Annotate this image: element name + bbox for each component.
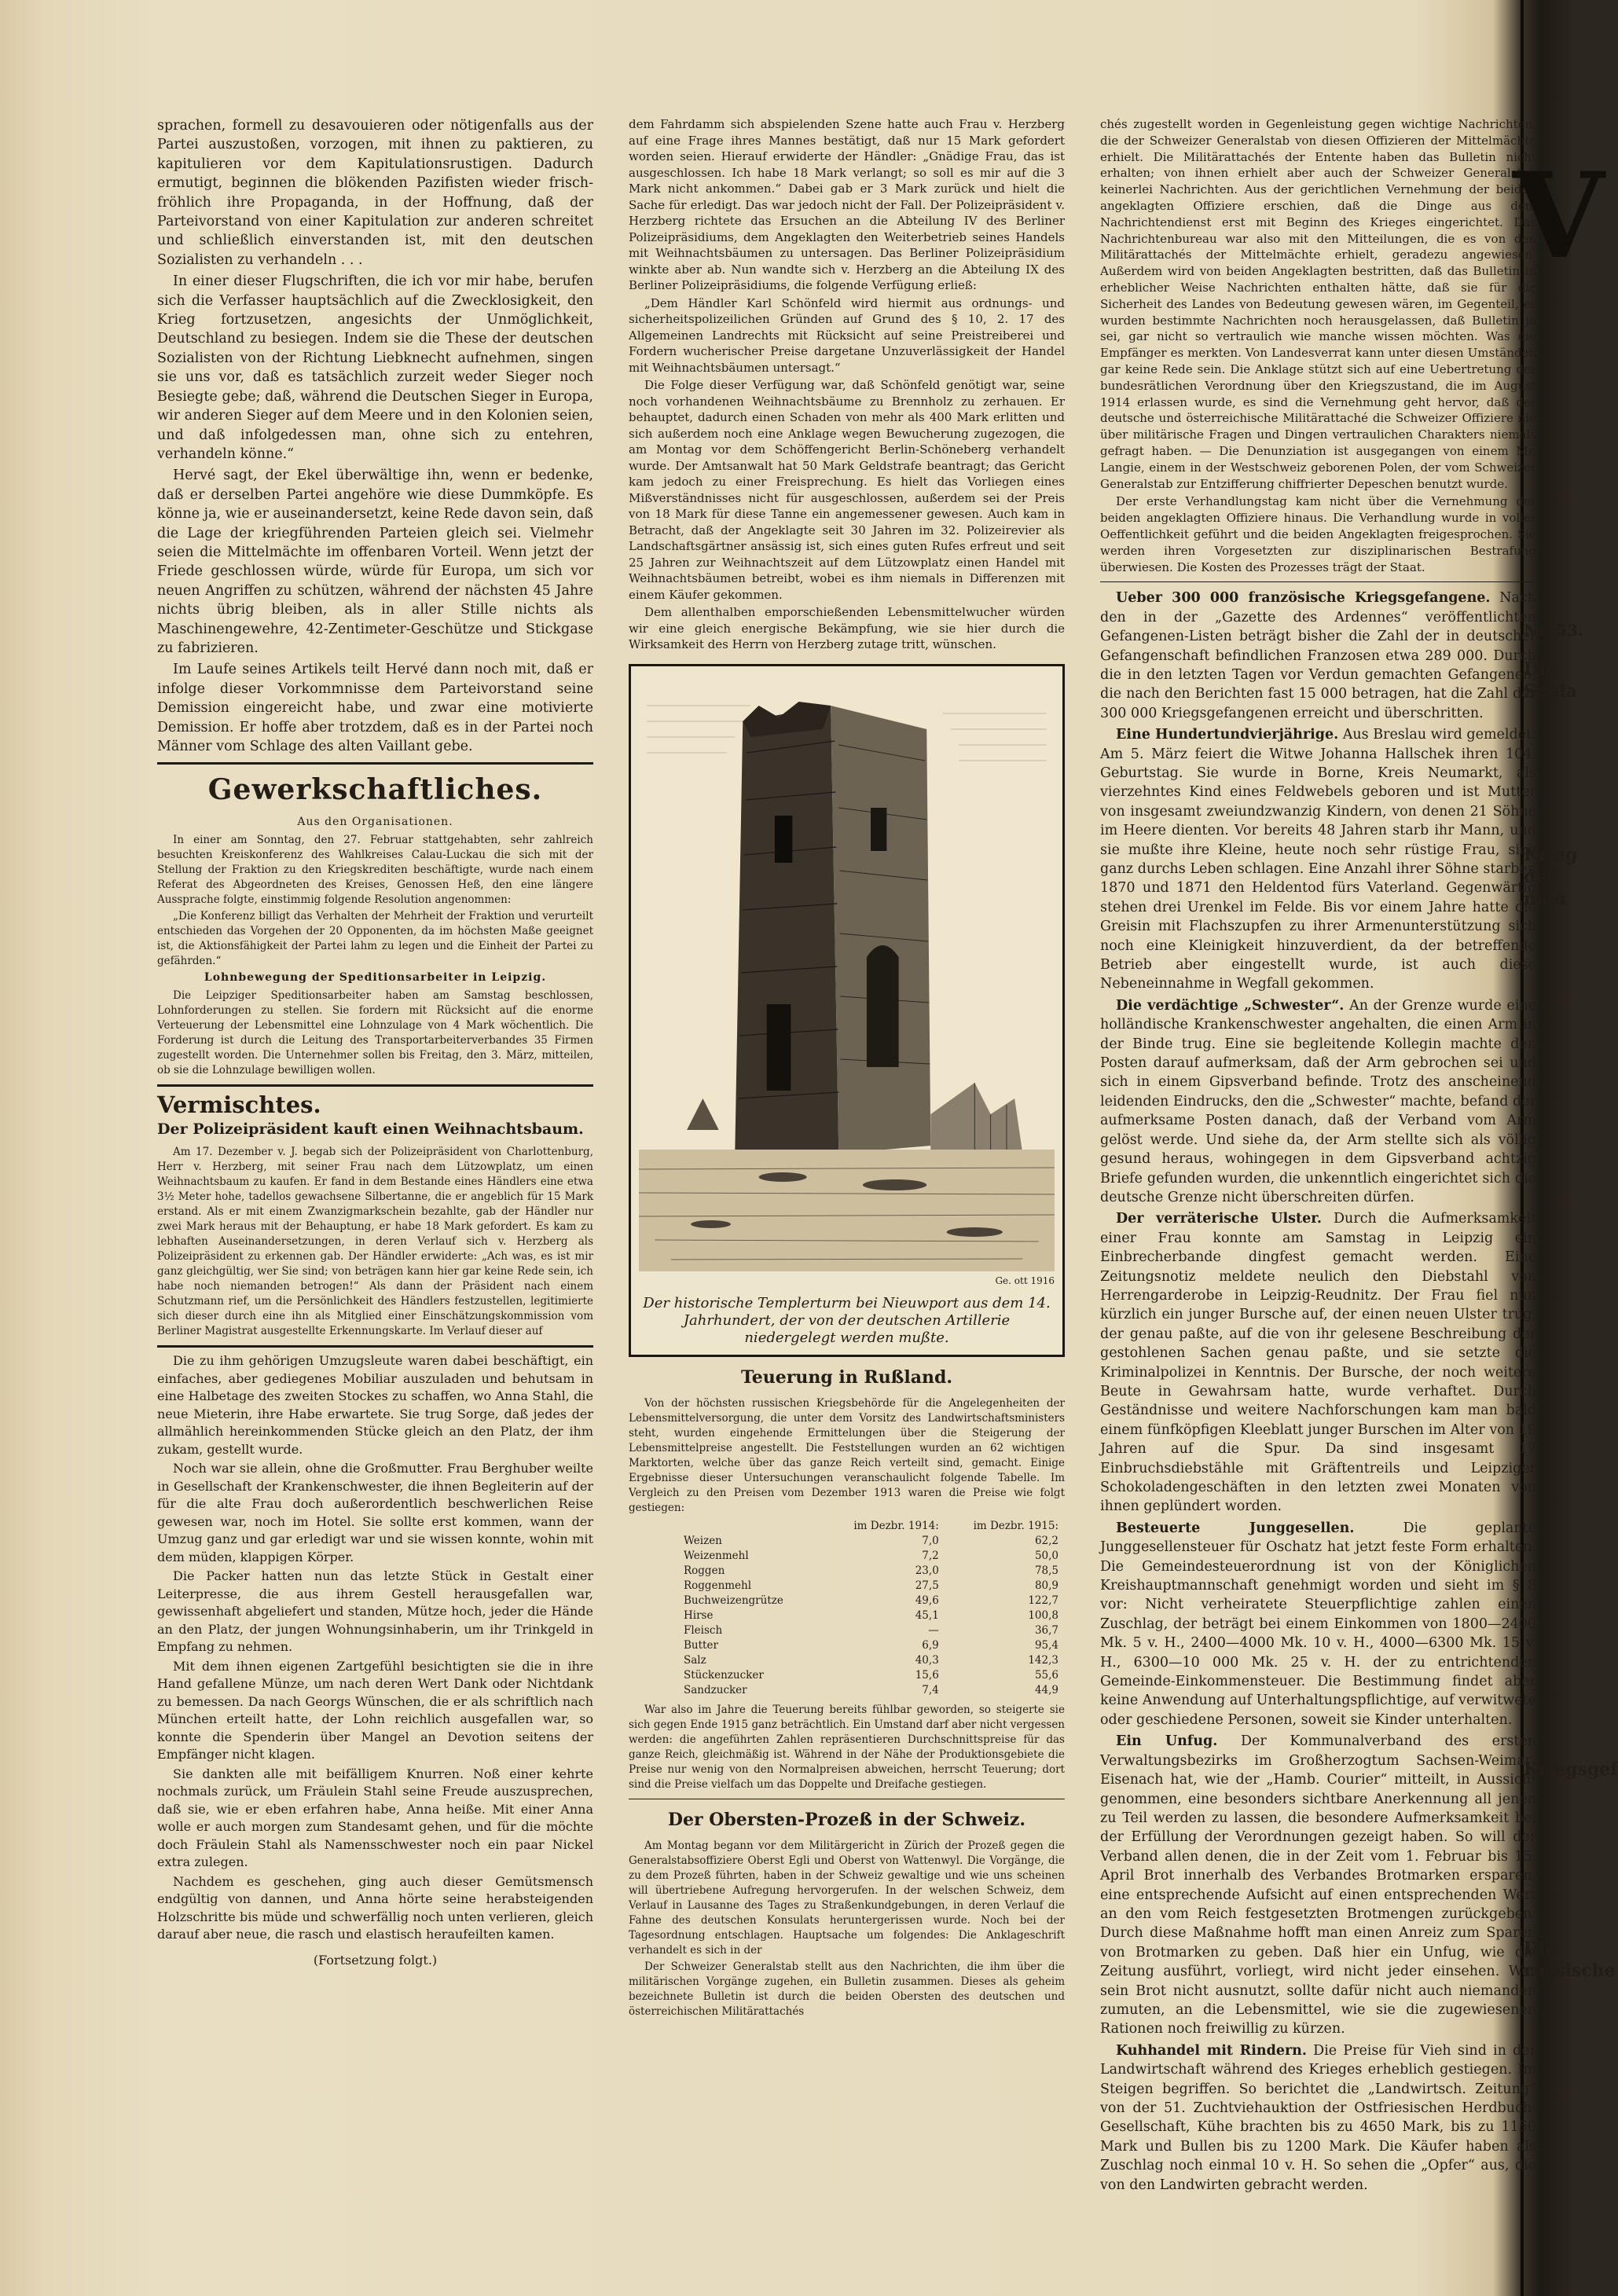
- article-paragraph: Am 17. Dezember v. J. begab sich der Polizeipräsident von Charlottenburg, Herr v. Herzberg, mit seiner Frau nach dem Lützowplatz, um einen Weihnachtsbaum zu kaufen. Er fand in dem Bestande eines Händlers eine etwa 3½ Meter hohe, tadellos gewachsene Silbertanne, die er angeblich für 15 Mark erstand. Als er mit einem Zwanzigmarkschein bezahlte, gab der Händler nur zwei Mark heraus mit der Behauptung, er habe 18 Mark gefordert. Es kam zu lebhaften Auseinandersetzungen, in deren Verlauf sich v. Herzberg als Polizeipräsident zu erkennen gab. Der Händler erwiderte: „Ach was, es ist mir ganz gleichgültig, wer Sie sind; von beträgen kann hier gar keine Rede sein, ich habe noch niemanden betrogen!“ Als dann der Präsident nach einem Schutzmann rief, um die Persönlichkeit des Händlers festzustellen, legitimierte sich dieser durch eine ihn als Mitglied einer Einschätzungskommission vom Berliner Magistrat ausgestellte Erkennungskarte. Im Verlauf dieser auf: [157, 1146, 593, 1338]
- price-table-cell: 142,3: [1028, 1653, 1058, 1667]
- article-paragraph: In einer am Sonntag, den 27. Februar stattgehabten, sehr zahlreich besuchten Kreiskonferenz des Wahlkreises Calau-Luckau die sich mit der Stellung der Fraktion zu den Kriegskrediten beschäftigte, wurde nach einem Referat des Abgeordneten des Kreises, Genossen Heß, den eine längere Aussprache folgte, einstimmig folgende Resolution angenommen:: [157, 834, 593, 907]
- article-paragraph: War also im Jahre die Teuerung bereits fühlbar geworden, so steigerte sie sich gegen Ende 1915 ganz beträchtlich. Ein Umstand darf aber nicht vergessen werden: die angeführten Zahlen repräsentieren Durchschnittspreise für das ganze Reich, gleichmäßig ist. Während in der Nähe der Produktionsgebiete die Preise nur wenig von den Normalpreisen abweichen, herrscht Teuerung; dort sind die Preise vielfach um das Doppelte und Dreifache gestiegen.: [629, 1703, 1065, 1791]
- price-table-cell: 36,7: [1034, 1623, 1058, 1637]
- price-table-row: [629, 1683, 1065, 1698]
- price-table-header-cell: im Dezbr. 1915:: [973, 1519, 1058, 1532]
- novel-paragraph: Die zu ihm gehörigen Umzugsleute waren dabei beschäftigt, ein einfaches, aber gediegenes Mobiliar auszuladen und behutsam in eine Halbetage des zweiten Stockes zu schaffen, wo Anna Stahl, die neue Mieterin, ihre Habe erwartete. Sie trug Sorge, daß jedes der allmählich hereinkommenden Stücke gleich an den Platz, der ihm zukam, gestellt wurde.: [157, 1353, 593, 1457]
- article-headline: Teuerung in Rußland.: [740, 1366, 953, 1388]
- section-divider: [157, 762, 593, 765]
- news-item-text: An der Grenze wurde eine holländische Krankenschwester angehalten, die einen Arm in der Binde trug. Eine sie begleitende Kollegin machte den Posten darauf aufmerksam, daß der Arm gebrochen sei und sich in einem Gipsverband befinde. Trotz des anscheinend leidenden Eindrucks, den die „Schwester“ machte, befand der aufmerksame Posten danach, daß der Verband vom Arm gelöst werde. Und siehe da, der Arm stellte sich als völlig gesund heraus, wohingegen in dem Gipsverband achtzig Briefe gefunden wurden, die unkenntlich eingerichtet sich die deutsche Grenze nicht überschreiten dürfen.: [1100, 997, 1537, 1205]
- price-table-cell: Weizenmehl: [684, 1549, 749, 1562]
- column-2: [629, 116, 1065, 2021]
- price-table-row: [629, 1594, 1065, 1608]
- price-table-cell: Roggenmehl: [684, 1579, 752, 1592]
- news-item: [1100, 1519, 1536, 1729]
- news-item-text: Durch die Aufmerksamkeit einer Frau konnte am Samstag in Leipzig ein Einbrecherbande dingfest gemacht werden. Eine Zeitungsnotiz meldete neulich den Diebstahl von Herrengarderobe in Leipzig-Reudnitz. Der Frau fiel nun kürzlich ein junger Bursche auf, der einen neuen Ulster trug, der genau paßte, auf die von ihr gelesene Beschreibung der gestohlenen Sachen genau paßte, und sie setzte die Kriminalpolizei in Kenntnis. Der Bursche, der noch weitere Beute in Gewahrsam hatte, wurde verhaftet. Durch Geständnisse und weitere Nachforschungen kam man bald einem fünfköpfigen Kleeblatt junger Burschen im Alter von 19 Jahren auf die Spur. Da sind insgesamt 17 Einbruchsdiebstähle mit Gräftentreils und Leipziger Schokoladengeschäften in den letzten zwei Monaten von ihnen geplündert worden.: [1100, 1211, 1536, 1515]
- price-table-cell: Stückenzucker: [684, 1668, 764, 1682]
- price-table-header-cell: [629, 1519, 826, 1534]
- article-paragraph: Am Montag begann vor dem Militärgericht in Zürich der Prozeß gegen die Generalstabsoffiziere Oberst Egli und Oberst von Wattenwyl. Die Vorgänge, die zu dem Prozeß führten, haben in der Schweiz gewaltige und wie uns scheinen will übertriebene Aufregung hervorgerufen. In der welschen Schweiz, dem Verlauf in Lausanne des Tages zu Straßenkundgebungen, in deren Verlauf die Fahne des deutschen Konsulats heruntergerissen wurde. Noch bei der Tagesordnung entschlagen. Hauptsache um folgendes: Die Anklageschrift verhandelt es sich in der: [629, 1839, 1065, 1957]
- section-heading-vermischtes: Vermischtes.: [157, 1091, 321, 1119]
- price-table-header-cell: im Dezbr. 1914:: [853, 1519, 939, 1532]
- news-item-headline: Ein Unfug.: [1116, 1733, 1218, 1750]
- price-table-cell: Fleisch: [684, 1623, 723, 1637]
- price-table-cell: 100,8: [1028, 1608, 1058, 1622]
- article-paragraph: „Die Konferenz billigt das Verhalten der Mehrheit der Fraktion und verurteilt entschieden das Vorgehen der 20 Opponenten, da im höchsten Maße geeignet ist, die Aktionsfähigkeit der Partei lahm zu legen und die Einheit der Partei zu gefährden.“: [157, 910, 593, 968]
- price-table-cell: 95,4: [1034, 1638, 1058, 1652]
- price-table-cell: Hirse: [684, 1608, 714, 1622]
- article-paragraph: chés zugestellt worden in Gegenleistung gegen wichtige Nachrichten, die der Schweizer Generalstab von diesen Offizieren der Mittelmächte erhielt. Die Militärattachés der Entente haben das Bulletin nicht erhalten; von ihnen erhielt aber auch der Schweizer Generalstab keinerlei Nachrichten. Aus der gerichtlichen Vernehmung der beiden angeklagten Offiziere erschien, daß die Dinge aus dem Nachrichtendienst erst mit Beginn des Krieges eingerichtet. Das Nachrichtenbureau war also mit den Mitteilungen, die es von den Militärattachés der Mittelmächte erhielt, geradezu angewiesen. Außerdem wird von beiden Angeklagten bestritten, daß das Bulletin in erheblicher Weise Nachrichten enthalten hätte, daß sie für die Sicherheit des Landes von Bedeutung gewesen wären, im Gegenteil, es wurden bestimmte Nachrichten noch herausgelassen, daß Bulletin ja sei, gar nicht so vertraulich wie manche wissen möchten. Was die Empfänger es merkten. Von Landesverrat kann unter diesen Umständen gar keine Rede sein. Die Anklage stützt sich auf eine Uebertretung der bundesrätlichen Verordnung über den Kriegszustand, die im August 1914 erlassen wurde, es sind die Vernehmung geht hervor, daß der deutsche und österreichische Militärattaché die Schweizer Offiziere nie über militärische Fragen und Dingen vertraulichen Charakters niemals gefragt haben. — Die Denunziation ist ausgegangen von einem Mr. Langie, einem in der Westschweiz geborenen Polen, der vom Schweizer Generalstab zur Entzifferung chiffrierter Depeschen benutzt wurde.: [1100, 117, 1536, 491]
- price-table-row: [629, 1579, 1065, 1594]
- price-table-cell: 55,6: [1034, 1668, 1058, 1682]
- price-table-cell: —: [928, 1623, 939, 1637]
- section-divider: [157, 1084, 593, 1087]
- section-divider: [1100, 581, 1536, 582]
- article-paragraph: Im Laufe seines Artikels teilt Hervé dann noch mit, daß er infolge dieser Vorkommnisse dem Parteivorstand seine Demission eingereicht habe, und zwar eine motivierte Demission. Er hoffe aber trotzdem, daß es in der Partei noch Männer vom Schlage des alten Vaillant gebe.: [157, 662, 593, 754]
- section-divider: [157, 1345, 593, 1348]
- price-table-cell: 50,0: [1034, 1549, 1058, 1562]
- price-table-cell: 6,9: [922, 1638, 939, 1652]
- price-table-cell: 62,2: [1034, 1534, 1058, 1547]
- article-paragraph: In einer dieser Flugschriften, die ich vor mir habe, berufen sich die Verfasser hauptsächlich auf die Zwecklosigkeit, den Krieg fortzusetzen, angesichts der Unmöglichkeit, Deutschland zu besiegen. Indem sie die These der deutschen Sozialisten von der Richtung Liebknecht aufnehmen, singen sie uns vor, daß es tatsächlich zurzeit weder Sieger noch Besiegte gebe; daß, während die Deutschen Sieger in Europa, wir anderen Sieger auf dem Meere und in den Kolonien seien, und daß infolgedessen man, ohne sich zu entehren, verhandeln könne.“: [157, 273, 593, 462]
- obersten-section: [629, 1839, 1065, 2019]
- price-table-cell: 49,6: [915, 1594, 939, 1607]
- news-item: [1100, 996, 1536, 1207]
- news-item-text: Die Preise für Vieh sind in der Landwirtschaft während des Krieges erheblich gestiegen. Im Steigen begriffen. So berichtet die „Landwirtsch. Zeitung“ von der 51. Zuchtviehauktion der Ostfriesischen Herdbuch-Gesellschaft, Kühe brachten bis zu 4650 Mark, bis zu 1150 Mark und Bullen bis zu 1200 Mark. Die Käufer haben als Zuschlag noch einmal 10 v. H. So sehen die „Opfer“ aus, die von den Landwirten gebracht werden.: [1100, 2042, 1536, 2193]
- kriegsgefangene-article: [1100, 589, 1536, 723]
- news-item-headline: Kuhhandel mit Rindern.: [1116, 2042, 1308, 2059]
- news-item-text: Aus Breslau wird gemeldet: Am 5. März feiert die Witwe Johanna Hallschek ihren 104. Geburtstag. Sie wurde in Borne, Kreis Neumarkt, als vierzehntes Kind eines Feldwebels geboren und ist Mutter von insgesamt zweiundzwanzig Kindern, von denen 21 Söhne im Heere dienten. Vor bereits 48 Jahren starb ihr Mann, und sie mußte ihre Kleine, heute noch sehr rüstige Frau, sich ganz durchs Leben schlagen. Eine Anzahl ihrer Söhne starben 1870 und 1871 den Heldentod fürs Vaterland. Gegenwärtig stehen drei Urenkel im Felde. Bis vor einem Jahre hatte die Greisin mit Flachszupfen zu ihrer Armenunterstützung sich noch eine Kleinigkeit hinzuverdient, da der betreffende Betrieb aber eingestellt wurde, ist auch diese Nebeneinnahme in Wegfall gekommen.: [1100, 727, 1536, 992]
- price-table-cell: 7,2: [922, 1549, 939, 1562]
- vermischtes-section: [157, 1145, 593, 1339]
- figure-caption: Der historische Templerturm bei Nieuwport aus dem 14. Jahrhundert, der von der deutschen Artillerie niedergelegt werden mußte.: [643, 1294, 1051, 1346]
- price-table-cell: 27,5: [915, 1579, 939, 1592]
- subheading: Lohnbewegung der Speditionsarbeiter in Leipzig.: [204, 971, 547, 985]
- news-items-list: [1100, 725, 1536, 2195]
- price-table-row: [629, 1653, 1065, 1668]
- price-table-header: [629, 1519, 1065, 1534]
- artist-signature: Ge. ott 1916: [995, 1275, 1055, 1286]
- price-table-row: [629, 1623, 1065, 1638]
- price-table-cell: Weizen: [684, 1534, 722, 1547]
- article-paragraph: Die Folge dieser Verfügung war, daß Schönfeld genötigt war, seine noch vorhandenen Weihnachtsbäume zu Brennholz zu zerhauen. Er behauptet, dadurch einen Schaden von mehr als 400 Mark erlitten und sich außerdem noch eine Anklage wegen Bewucherung zugezogen, die am Montag vor dem Schöffengericht Berlin-Schöneberg verhandelt wurde. Der Amtsanwalt hat 50 Mark Geldstrafe beantragt; das Gericht kam jedoch zu einer Freisprechung. Es hielt das Vorliegen eines Mißverständnisses nicht für ausgeschlossen, außerdem sei der Preis von 18 Mark für diese Tanne ein angemessener gewesen. Auch kam in Betracht, daß der Angeklagte seit 30 Jahren im 32. Polizeirevier als Landschaftsgärtner ansässig ist, sich eines guten Rufes erfreut und seit 25 Jahren zur Weihnachtszeit auf dem Lützowplatz einen Handel mit Weihnachtsbäumen betreibt, wobei es ihm niemals in Differenzen mit einem Käufer gekommen.: [629, 378, 1065, 602]
- obersten-continued: [1100, 116, 1536, 575]
- news-item: [1100, 725, 1536, 994]
- column-3: [1100, 116, 1536, 2197]
- strip-headline: Kriegsgef: [1524, 1759, 1618, 1780]
- section-heading-gewerkschaftliches: Gewerkschaftliches.: [207, 773, 543, 807]
- news-item-headline: Die verdächtige „Schwester“.: [1116, 997, 1345, 1014]
- serial-novel: [157, 1352, 593, 1969]
- price-table-cell: Sandzucker: [684, 1683, 747, 1696]
- price-table: [629, 1519, 1065, 1698]
- article-paragraph: Dem allenthalben emporschießenden Lebensmittelwucher würden wir eine gleich energische Bekämpfung, wie sie hier durch die Wirksamkeit des Herrn von Herzberg zutage tritt, wünschen.: [629, 605, 1065, 651]
- article-text: Nach den in der „Gazette des Ardennes“ veröffentlichten Gefangenen-Listen beträgt bisher die Zahl der in deutscher Gefangenschaft befindlichen Franzosen etwa 289 000. Durch die in den letzten Tagen vor Verdun gemachten Gefangenen, die nach den Berichten fast 15 000 betragen, hat die Zahl der 300 000 Kriegsgefangenen erreicht und überschritten.: [1100, 590, 1536, 721]
- article-paragraph: Von der höchsten russischen Kriegsbehörde für die Angelegenheiten der Lebensmittelversorgung, die unter dem Vorsitz des Landwirtschaftsministers steht, wurden eingehende Ermittelungen über die Steigerung der Lebensmittelpreise angestellt. Die Feststellungen wurden an 62 wichtigen Marktorten, welche über das ganze Reich verteilt sind, gemacht. Einige Ergebnisse dieser Untersuchungen veranschaulicht folgende Tabelle. Im Vergleich zu den Preisen vom Dezember 1913 waren die Preise wie folgt gestiegen:: [629, 1396, 1065, 1514]
- article-headline: Der Polizeipräsident kauft einen Weihnachtsbaum.: [157, 1120, 584, 1139]
- price-table-row: [629, 1534, 1065, 1549]
- newspaper-page: [118, 55, 1618, 2279]
- news-item-text: Die geplante Junggesellensteuer für Oschatz hat jetzt feste Form erhalten. Die Gemeindesteuerordnung ist von der Königlichen Kreishauptmannschaft genehmigt worden und sieht im § 8 vor: Nicht verheiratete Steuerpflichtige zahlen einen Zuschlag, der beträgt bei einem Einkommen von 1800—2400 Mk. 5 v. H., 2400—4000 Mk. 10 v. H., 4000—6300 Mk. 15 v. H., 6300—10 000 Mk. 25 v. H. der zu entrichtenden Gemeinde-Einkommensteuer. Die Bestimmung findet aber keine Anwendung auf Unterhaltungspflichtige, auf verwitwete oder geschiedene Personen, soweit sie Kinder unterhalten.: [1100, 1520, 1537, 1728]
- article-headline: Der Obersten-Prozeß in der Schweiz.: [667, 1809, 1026, 1830]
- price-table-cell: 80,9: [1034, 1579, 1058, 1592]
- novel-paragraph: Noch war sie allein, ohne die Großmutter. Frau Berghuber weilte in Gesellschaft der Krankenschwester, die ihnen Begleiterin auf der für die alte Frau doch außerordentlich beschwerlichen Reise gewesen war, noch im Hotel. Sie sollte erst kommen, wann der Umzug ganz und gar erledigt war und sie wissen konnte, wohin mit dem müden, klappigen Körper.: [157, 1461, 593, 1564]
- news-item: [1100, 2041, 1536, 2195]
- news-item-text: Der Kommunalverband des ersten Verwaltungsbezirks im Großherzogtum Sachsen-Weimar-Eisenach hat, wie der „Hamb. Courier“ mitteilt, in Aussicht genommen, eine besonders sichtbare Anerkennung all jenen zu Teil werden zu lassen, die besondere Aufmerksamkeit bei der Erfüllung der Verordnungen gezeigt haben. So will der Verband allen denen, die in der Zeit vom 1. Februar bis 15. April Brot innerhalb des Verbandes Brotmarken ersparen, eine entsprechende Aufsicht auf einen entsprechenden Wert an den vom Reich festgesetzten Brotmengen zurückgeben. Durch diese Maßnahme hofft man einen Anreiz zum Sparen von Brotmarken zu geben. Daß hier ein Unfug, wie die Zeitung ausführt, vorliegt, wird nicht jeder einsehen. Wer sein Brot nicht ausnutzt, sollte dafür nicht auch niemanden zumuten, an die Lebensmittel, wie sie die zugewiesenen Rationen noch freiwillig zu kürzen.: [1100, 1733, 1536, 2037]
- article-paragraph: „Dem Händler Karl Schönfeld wird hiermit aus ordnungs- und sicherheitspolizeilichen Gründen auf Grund des § 10, 2. 17 des Allgemeinen Landrechts mit Rücksicht auf seine Preistreiberei und Fordern wucherischer Preise dargetane Unzuverlässigkeit der Handel mit Weihnachtsbäumen untersagt.“: [629, 295, 1065, 375]
- article-paragraph: sprachen, formell zu desavouieren oder nötigenfalls aus der Partei auszustoßen, vorzogen, mit ihnen zu paktieren, zu kapitulieren vor dem Kapitulationsrustigen. Dadurch ermutigt, beginnen die blökenden Pazifisten wieder frisch-fröhlich ihre Propaganda, in der Hoffnung, daß der Parteivorstand von einer Kapitulation zur anderen schreitet und schließlich einverstanden ist, mit den deutschen Sozialisten zu verhandeln . . .: [157, 118, 593, 268]
- article-paragraph: Die Leipziger Speditionsarbeiter haben am Samstag beschlossen, Lohnforderungen zu stellen. Sie fordern mit Rücksicht auf die enorme Verteuerung der Lebensmittel eine Lohnzulage von 4 Mark wöchentlich. Die Forderung ist durch die Leitung des Transportarbeiterverbandes 35 Firmen zugestellt worden. Die Unternehmer sollen bis Freitag, den 3. März, mitteilen, ob sie die Lohnzulage bewilligen wollen.: [157, 989, 593, 1077]
- strip-headline: Die russische: [1524, 1938, 1616, 1981]
- price-table-cell: 44,9: [1034, 1683, 1058, 1696]
- novel-paragraph: Nachdem es geschehen, ging auch dieser Gemütsmensch endgültig von dannen, und Anna hörte seine herabsteigenden Holzschritte bis müde und schwerfällig noch unten verlieren, gleich darauf aber neue, die rasch und elastisch heraufeilten kamen.: [157, 1873, 593, 1942]
- masthead-fragment: V: [1513, 147, 1605, 285]
- to-be-continued: (Fortsetzung folgt.): [313, 1952, 438, 1968]
- article-paragraph: dem Fahrdamm sich abspielenden Szene hatte auch Frau v. Herzberg auf eine Frage ihres Mannes bestätigt, daß nur 15 Mark gefordert worden seien. Hierauf erwiderte der Händler: „Gnädige Frau, das ist ausgeschlossen. Ich habe 18 Mark verlangt; so soll es mir auf die 3 Mark nicht ankommen.“ Dabei gab er 3 Mark zurück und hielt die Sache für erledigt. Das war jedoch nicht der Fall. Der Polizeipräsident v. Herzberg richtete das Ersuchen an die Abteilung IV des Berliner Polizeipräsidiums, dem Angeklagten den Weiterbetrieb seines Handels mit Weihnachtsbäumen zu untersagen. Das Berliner Polizeipräsidium winkte aber ab. Nun wandte sich v. Herzberg an die Abteilung IX des Berliner Polizeipräsidiums, die folgende Verfügung erließ:: [629, 117, 1065, 292]
- weihnachtsbaum-continued: [629, 116, 1065, 653]
- novel-paragraph: Die Packer hatten nun das letzte Stück in Gestalt einer Leiterpresse, die aus ihrem Gestell herausgefallen war, gewissenhaft abgeliefert und standen, Mütze hoch, jeder die Hände an den Platz, der jungen Wohnungsinhaberin, um ihr Trinkgeld in Empfang zu nehmen.: [157, 1568, 593, 1655]
- subheading: Aus den Organisationen.: [297, 816, 453, 829]
- price-table-cell: Roggen: [684, 1564, 725, 1577]
- strip-headline: Die Schla: [1524, 659, 1577, 702]
- price-table-cell: 40,3: [915, 1653, 939, 1667]
- price-table-cell: 7,0: [922, 1534, 939, 1547]
- news-item-headline: Eine Hundertundvierjährige.: [1116, 727, 1339, 743]
- news-item-headline: Besteuerte Junggesellen.: [1116, 1520, 1355, 1536]
- price-table-cell: 78,5: [1034, 1564, 1058, 1577]
- tower-drawing: [639, 674, 1055, 1271]
- news-item: [1100, 1732, 1536, 2039]
- issue-number: Nr. 53.: [1524, 621, 1583, 640]
- news-item-headline: Der verräterische Ulster.: [1116, 1211, 1322, 1227]
- strip-headline: Krieg der man: [1524, 845, 1578, 909]
- tower-illustration: [629, 664, 1065, 1357]
- column-1: [157, 116, 593, 1969]
- next-page-strip: [1513, 55, 1618, 2279]
- price-table-row: [629, 1549, 1065, 1564]
- price-table-row: [629, 1564, 1065, 1579]
- price-table-cell: 45,1: [915, 1608, 939, 1622]
- novel-paragraph: Mit dem ihnen eigenen Zartgefühl besichtigten sie die in ihre Hand gefallene Münze, um nach deren Wert Dank oder Nichtdank zu bemessen. Da nach Georgs Wünschen, die er als schriftlich nach München erteilt hatte, der Lohn reichlich ausgefallen war, so konnte die Spenderin über Mangel an Devotion seitens der Empfänger nicht klagen.: [157, 1658, 593, 1762]
- article-headline: Ueber 300 000 französische Kriegsgefangene.: [1116, 590, 1491, 607]
- price-table-cell: Butter: [684, 1638, 718, 1652]
- article-paragraph: Hervé sagt, der Ekel überwältige ihn, wenn er bedenke, daß er derselben Partei angehöre wie diese Dummköpfe. Es könne ja, wie er auseinandersetzt, keine Rede davon sein, daß die Lage der kriegführenden Parteien gleich sei. Vielmehr seien die Mittelmächte im offenbaren Vorteil. Wenn jetzt der Friede geschlossen würde, würde für Europa, um sich vor neuen Angriffen zu schützen, während der nächsten 45 Jahre nichts übrig bleiben, als in aller Stille nichts als Maschinengewehre, 42-Zentimeter-Geschütze und Stickgase zu fabrizieren.: [157, 468, 593, 656]
- novel-paragraph: Sie dankten alle mit beifälligem Knurren. Noß einer kehrte nochmals zurück, um Fräulein Stahl seine Freude auszusprechen, daß sie, wie er eben erfahren habe, Anna heiße. Mit einer Anna wolle er auch morgen zum Standesamt gehen, und für die möchte doch Fräulein Stahl als Namensschwester noch ein paar Nickel extra zulegen.: [157, 1766, 593, 1870]
- price-table-cell: 122,7: [1028, 1594, 1058, 1607]
- price-table-cell: Buchweizengrütze: [684, 1594, 783, 1607]
- price-table-cell: 23,0: [915, 1564, 939, 1577]
- price-table-body: [629, 1534, 1065, 1698]
- price-table-row: [629, 1608, 1065, 1623]
- price-table-cell: Salz: [684, 1653, 706, 1667]
- price-table-row: [629, 1668, 1065, 1683]
- news-item: [1100, 1209, 1536, 1517]
- article-paragraph: Der Schweizer Generalstab stellt aus den Nachrichten, die ihm über die militärischen Vorgänge zugehen, ein Bulletin zusammen. Dieses als geheim bezeichnete Bulletin ist durch die beiden Obersten des deutschen und österreichischen Militärattachés: [629, 1960, 1065, 2018]
- price-table-row: [629, 1638, 1065, 1653]
- article-paragraph: Der erste Verhandlungstag kam nicht über die Vernehmung der beiden angeklagten Offiziere hinaus. Die Verhandlung wurde in voller Oeffentlichkeit geführt und die beiden Angeklagten freigesprochen. Sie werden ihren Vorgesetzten zur disziplinarischen Bestrafung überwiesen. Die Kosten des Prozesses trägt der Staat.: [1100, 494, 1536, 574]
- price-table-cell: 7,4: [922, 1683, 939, 1696]
- teuerung-section: [629, 1396, 1065, 1792]
- gewerkschaft-section: [157, 815, 593, 1078]
- price-table-cell: 15,6: [915, 1668, 939, 1682]
